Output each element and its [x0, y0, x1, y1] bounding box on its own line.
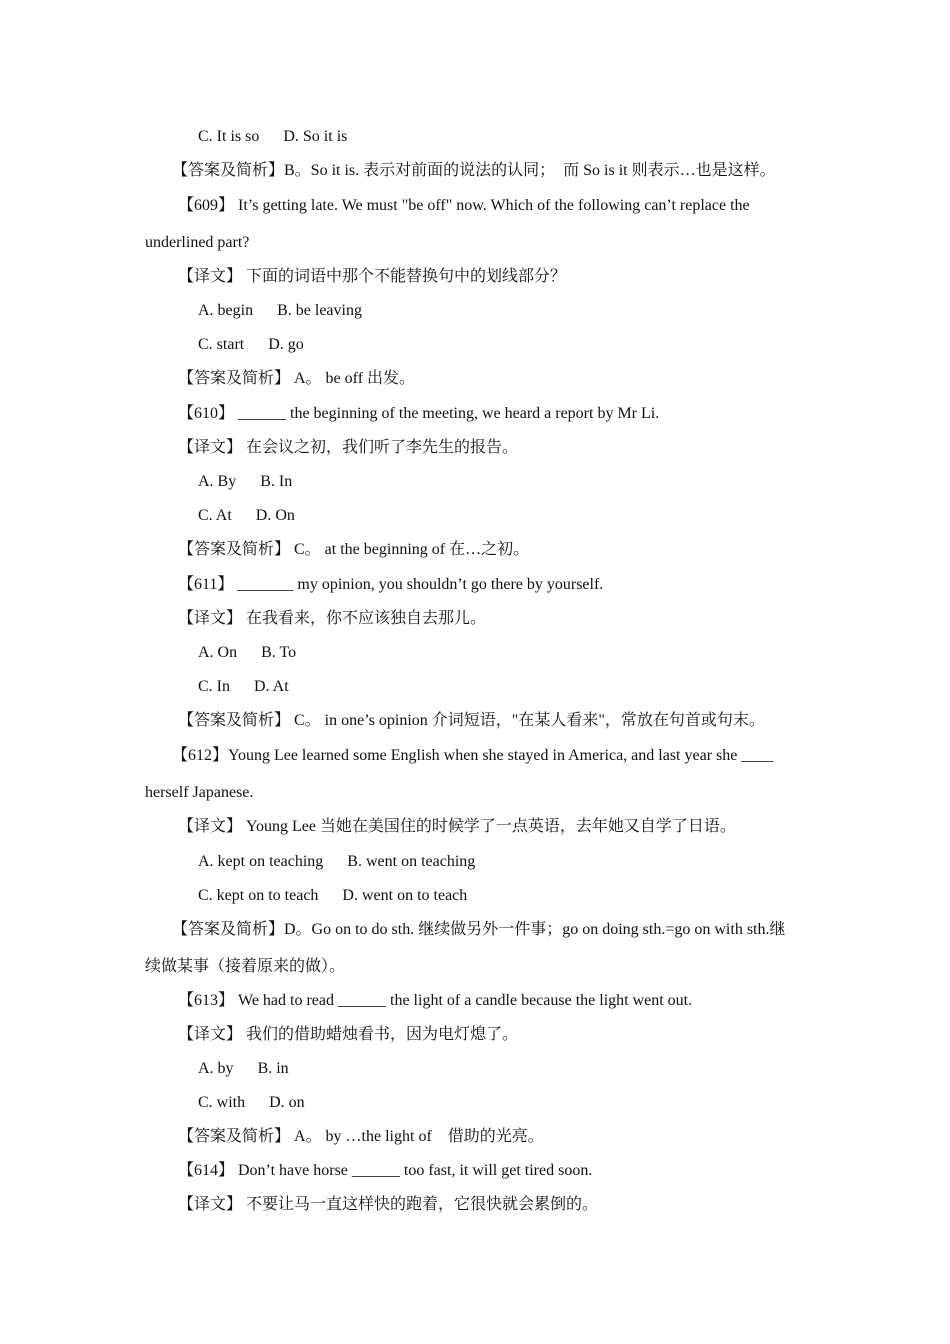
translation: 【译文】 不要让马一直这样快的跑着，它很快就会累倒的。 [178, 1196, 599, 1213]
option-line [198, 472, 292, 492]
option-a: A. kept on teaching [198, 853, 324, 870]
option-line [198, 335, 304, 355]
question-610: 【610】 ______ the beginning of the meeting, we heard a report by Mr Li. [178, 405, 660, 422]
option-b: B. To [261, 644, 297, 661]
option-c: C. with [198, 1094, 246, 1111]
option-b: B. went on teaching [347, 853, 476, 870]
option-line [198, 852, 475, 872]
question-609: 【609】 It’s getting late. We must "be off" now. Which of the following can’t replace the [178, 197, 750, 214]
option-line [198, 677, 289, 697]
option-b: B. be leaving [277, 302, 362, 319]
option-c: C. It is so [198, 128, 260, 145]
option-b: B. In [260, 473, 293, 490]
option-line [198, 1093, 305, 1113]
option-c: C. At [198, 507, 232, 524]
answer-analysis: 【答案及简析】 C。 in one’s opinion 介词短语，"在某人看来"，常放在句首或句末。 [178, 712, 765, 729]
option-d: D. At [254, 678, 289, 695]
option-c: C. start [198, 336, 245, 353]
question-continuation: underlined part? [145, 234, 250, 251]
option-c: C. kept on to teach [198, 887, 319, 904]
answer-analysis: 【答案及简析】 C。 at the beginning of 在…之初。 [178, 541, 530, 558]
option-a: A. On [198, 644, 238, 661]
option-line [198, 643, 296, 663]
option-c: C. In [198, 678, 230, 695]
option-line [198, 506, 295, 526]
option-a: A. by [198, 1060, 234, 1077]
translation: 【译文】 下面的词语中那个不能替换句中的划线部分？ [178, 268, 567, 285]
translation: 【译文】 在会议之初，我们听了李先生的报告。 [178, 439, 519, 456]
answer-analysis: 【答案及简析】 A。 be off 出发。 [178, 370, 416, 387]
option-line [198, 1059, 289, 1079]
answer-continuation: 续做某事（接着原来的做）。 [145, 958, 346, 975]
option-b: B. in [257, 1060, 289, 1077]
option-line [198, 886, 467, 906]
option-d: D. On [255, 507, 295, 524]
question-613: 【613】 We had to read ______ the light of a candle because the light went out. [178, 992, 693, 1009]
option-d: D. went on to teach [342, 887, 468, 904]
option-d: D. So it is [283, 128, 348, 145]
answer-analysis: 【答案及简析】 A。 by …the light of 借助的光亮。 [178, 1128, 544, 1145]
option-a: A. begin [198, 302, 254, 319]
question-612: 【612】Young Lee learned some English when she stayed in America, and last year she ____ [172, 747, 774, 764]
question-614: 【614】 Don’t have horse ______ too fast, it will get tired soon. [178, 1162, 593, 1179]
option-line [198, 301, 362, 321]
question-continuation: herself Japanese. [145, 784, 254, 801]
translation: 【译文】 在我看来，你不应该独自去那儿。 [178, 610, 487, 627]
option-line [198, 127, 347, 147]
option-d: D. on [269, 1094, 305, 1111]
answer-analysis: 【答案及简析】D。Go on to do sth. 继续做另外一件事；go on doing sth.=go on with sth.继 [172, 921, 786, 938]
answer-analysis: 【答案及简析】B。So it is. 表示对前面的说法的认同； 而 So is it 则表示…也是这样。 [172, 162, 776, 179]
translation: 【译文】 Young Lee 当她在美国住的时候学了一点英语，去年她又自学了日语。 [178, 818, 736, 835]
option-d: D. go [268, 336, 304, 353]
question-611: 【611】 _______ my opinion, you shouldn’t go there by yourself. [178, 576, 604, 593]
option-a: A. By [198, 473, 237, 490]
translation: 【译文】 我们的借助蜡烛看书，因为电灯熄了。 [178, 1026, 519, 1043]
